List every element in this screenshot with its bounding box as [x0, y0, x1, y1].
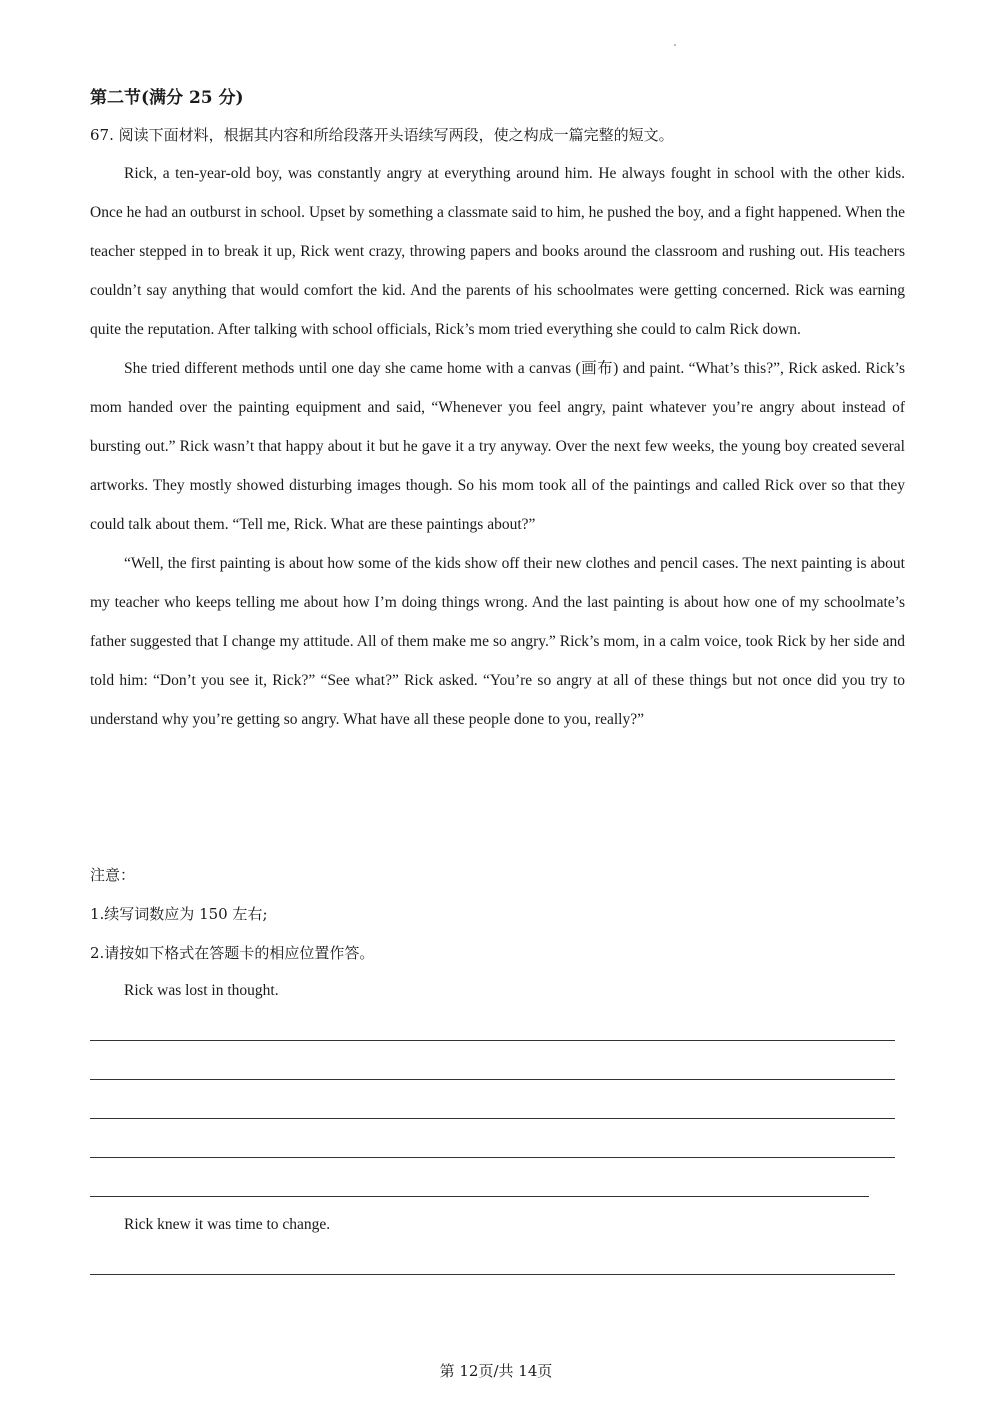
answer-line[interactable] [90, 1157, 895, 1158]
answer-line[interactable] [90, 1040, 895, 1041]
passage-paragraph-1: Rick, a ten-year-old boy, was constantly angry at everything around him. He always fought in school with the other kids. Once he had an outburst in school. Upset by something a classmate said to him, he pushed the boy, and a fight happened. When the teacher stepped in to break it up, Rick went crazy, throwing papers and books around the classroom and rushing out. His teachers couldn’t say anything that would comfort the kid. And the parents of his schoolmates were getting concerned. Rick was earning quite the reputation. After talking with school officials, Rick’s mom tried everything she could to calm Rick down. [90, 165, 905, 338]
page-speck [674, 44, 676, 46]
paragraph-1-opening: Rick was lost in thought. [124, 982, 279, 999]
answer-line[interactable] [90, 1196, 869, 1197]
paragraph-2-opening: Rick knew it was time to change. [124, 1216, 331, 1233]
section-title: 第二节(满分 25 分) [90, 88, 244, 108]
notes-heading: 注意： [90, 866, 136, 884]
answer-line[interactable] [90, 1079, 895, 1080]
notes-block [90, 856, 374, 973]
answer-line[interactable] [90, 1274, 895, 1275]
page-number: 第 12页/共 14页 [439, 1362, 553, 1380]
reading-passage [90, 154, 905, 739]
question-prompt: 67. 阅读下面材料，根据其内容和所给段落开头语续写两段，使之构成一篇完整的短文。 [90, 126, 674, 144]
note-word-count: 1.续写词数应为 150 左右; [90, 905, 268, 923]
note-answer-format: 2.请按如下格式在答题卡的相应位置作答。 [90, 944, 375, 962]
answer-line[interactable] [90, 1118, 895, 1119]
passage-paragraph-2: She tried different methods until one day she came home with a canvas (画布) and paint. “What’s this?”, Rick asked. Rick’s mom handed over the painting equipment and said, “Whenever you feel angry, paint whatever you’re angry about instead of bursting out.” Rick wasn’t that happy about it but he gave it a try anyway. Over the next few weeks, the young boy created several artworks. They mostly showed disturbing images though. So his mom took all of the paintings and called Rick over so that they could talk about them. “Tell me, Rick. What are these paintings about?” [90, 360, 905, 533]
passage-paragraph-3: “Well, the first painting is about how some of the kids show off their new clothes and pencil cases. The next painting is about my teacher who keeps telling me about how I’m doing things wrong. And the last painting is about how one of my schoolmate’s father suggested that I change my attitude. All of them make me so angry.” Rick’s mom, in a calm voice, took Rick by her side and told him: “Don’t you see it, Rick?” “See what?” Rick asked. “You’re so angry at all of these things but not once did you try to understand why you’re getting so angry. What have all these people done to you, really?” [90, 555, 905, 728]
